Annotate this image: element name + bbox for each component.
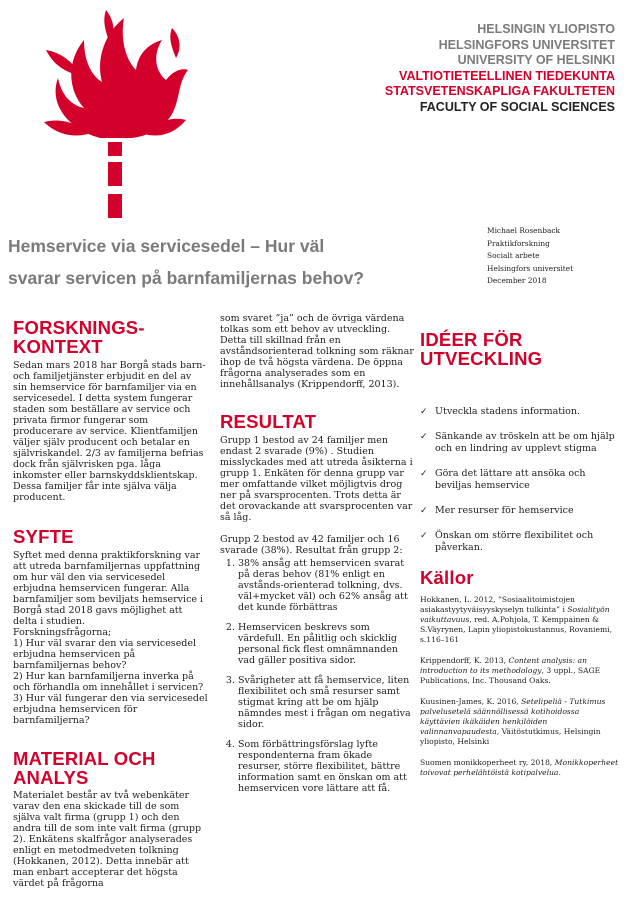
author-subject: Socialt arbete	[487, 251, 540, 261]
heading-syfte: SYFTE	[13, 526, 74, 547]
ideas-list	[420, 406, 620, 554]
column-left	[13, 318, 208, 889]
check-icon: ✓	[420, 506, 428, 516]
paragraph-context: Sedan mars 2018 har Borgå stads barn- och familjetjänster erbjudit en del av sin hemservice för barnfamiljer via en servicesedel. I detta system fungerar staden som beställare av service och privata firmor fungerar som producerare av service. Klientfamiljen väljer själv producent och betalar en självriskandel. 2/3 av familjerna befrias dock från självrisken pga. låga inkomster eller barnskyddsklientskap. Dessa familjer får inte själva välja producent.	[13, 360, 206, 503]
reference-4-part-2: .	[558, 768, 561, 777]
author-name: Michael Rosenback	[487, 226, 561, 235]
reference-1-part-1: Hokkanen, L. 2012, ”Sosiaalitoimistojen asiakastyytyväisyyskyselyn tulkinta” i	[420, 595, 575, 614]
heading-material-line-1: MATERIAL OCH	[13, 748, 156, 769]
author-research-type: Praktikforskning	[487, 238, 550, 248]
result-item-4: 4. Som förbättringsförslag lyfte respondenterna fram ökade resurser, större flexibilitet, bättre information samt en önskan om att hemservicen vore lättare att få.	[238, 739, 415, 794]
check-icon: ✓	[420, 531, 428, 541]
university-name-en: UNIVERSITY OF HELSINKI	[457, 53, 615, 67]
reference-3-title: Setelipeliä - Tutkimus palvelusetelä säännöllisessä kotihoidossa käyttävien ikäkäiden henkilöiden valinnanvapaudesta	[420, 697, 606, 736]
heading-ideer-line-2: UTVECKLING	[420, 348, 543, 369]
heading-material-och-analys	[13, 749, 208, 787]
idea-item-5-text: Önskan om större flexibilitet och påverkan.	[435, 530, 594, 553]
heading-resultat: RESULTAT	[220, 411, 317, 432]
paragraph-analysis-continued: som svaret ”ja” och de övriga värdena tolkas som ett behov av utveckling. Detta till skillnad från en avståndsorienterad tolkning som räknar ihop de två högsta värdena. De öppna frågorna analyserades som en innehållsanalys (Krippendorff, 2013).	[220, 313, 414, 390]
reference-2	[420, 656, 620, 686]
heading-ideer-for-utveckling	[420, 330, 620, 368]
heading-forskningskontext	[13, 318, 208, 356]
poster-title-line-1: Hemservice via servicesedel – Hur väl	[8, 236, 325, 256]
heading-ideer-line-1: IDÉER FÖR	[420, 329, 523, 350]
reference-4-title: Monikkoperheet toivovat perhelähtöistä kotipalvelua	[420, 758, 619, 777]
university-header	[385, 22, 615, 115]
idea-item-1	[420, 406, 620, 418]
reference-1-part-2: , red. A.Pohjola, T. Kemppainen & S.Väyrynen, Lapin yliopistokustannus, Rovaniemi, s.116–161	[420, 615, 612, 644]
column-middle	[220, 313, 415, 803]
poster-title-line-2: svarar servicen på barnfamiljernas behov?	[8, 268, 364, 288]
results-list	[220, 558, 415, 794]
check-icon: ✓	[420, 469, 428, 479]
author-university: Helsingfors universitet	[487, 263, 574, 273]
research-question-1: 1) Hur väl svarar den via servicesedel erbjudna hemservicen på barnfamiljernas behov?	[13, 638, 197, 671]
check-icon: ✓	[420, 407, 428, 417]
reference-2-title: Content analysis: an introduction to its methodology	[420, 656, 587, 675]
result-item-1: 1. 38% ansåg att hemservicen svarat på deras behov (81% enligt en avstånds-orienterad tolkning, dvs. väl+mycket väl) och 62% ansåg att det kunde förbättras	[238, 558, 415, 613]
faculty-name-en: FACULTY OF SOCIAL SCIENCES	[419, 99, 615, 114]
university-name-fi: HELSINGIN YLIOPISTO	[477, 22, 615, 36]
reference-3	[420, 697, 620, 747]
paragraph-group-1: Grupp 1 bestod av 24 familjer men endast 2 svarade (9%) . Studien misslyckades med att utreda åsikterna i grupp 1. Enkäten för denna grupp var mer omfattande vilket möjligtvis drog ner på svarsprocenten. Trots detta är det orovackande att svarsprocenten var så låg.	[220, 435, 413, 523]
idea-item-4	[420, 505, 620, 517]
idea-item-4-text: Mer resurser för hemservice	[435, 505, 574, 516]
idea-item-3-text: Göra det lättare att ansöka och beviljas hemservice	[435, 468, 586, 491]
reference-3-part-1: Kuusinen-James, K. 2016,	[420, 697, 522, 706]
heading-material-line-2: ANALYS	[13, 767, 89, 788]
reference-4-part-1: Suomen monikkoperheet ry, 2018,	[420, 758, 555, 767]
paragraph-group-2: Grupp 2 bestod av 42 familjer och 16 svarade (38%). Resultat från grupp 2:	[220, 534, 403, 556]
reference-2-part-2: , 3 uppl., SAGE Publications, Inc. Thousand Oaks.	[420, 666, 601, 685]
poster-title	[8, 230, 478, 294]
reference-1-title: Sosialityön vaikuttavuus	[420, 605, 610, 624]
research-questions-label: Forskningsfrågorna;	[13, 627, 112, 638]
check-icon: ✓	[420, 432, 428, 442]
heading-kallor: Källor	[420, 567, 474, 588]
reference-2-part-1: Krippendorff, K. 2013,	[420, 656, 509, 665]
heading-forskningskontext-line-1: FORSKNINGS-	[13, 317, 145, 338]
result-item-2: 2. Hemservicen beskrevs som värdefull. En pålitlig och skicklig personal fick flest omnämnanden vad gäller positiva sidor.	[238, 622, 415, 666]
idea-item-5	[420, 530, 620, 554]
references-list	[420, 595, 620, 778]
idea-item-3	[420, 468, 620, 492]
research-question-3: 3) Hur väl fungerar den via servicesedel erbjudna hemservicen för barnfamiljerna?	[13, 693, 208, 726]
reference-1	[420, 595, 620, 645]
column-right	[420, 330, 620, 789]
idea-item-2	[420, 431, 620, 455]
author-info	[487, 225, 573, 288]
research-question-2: 2) Hur kan barnfamiljerna inverka på och förhandla om innehållet i servicen?	[13, 671, 204, 693]
reference-3-part-2: , Väitöstutkimus, Helsingin yliopisto, Helsinki	[420, 727, 601, 746]
author-date: December 2018	[487, 276, 547, 286]
university-flame-logo	[40, 10, 190, 220]
idea-item-2-text: Sänkande av tröskeln att be om hjälp och en lindring av upplevt stigma	[435, 431, 615, 454]
faculty-name-fi: VALTIOTIETEELLINEN TIEDEKUNTA	[399, 68, 615, 83]
idea-item-1-text: Utveckla stadens information.	[435, 406, 581, 417]
reference-4	[420, 758, 620, 778]
university-name-sv: HELSINGFORS UNIVERSITET	[438, 37, 615, 52]
result-item-3: 3. Svårigheter att få hemservice, liten flexibilitet och små resurser samt stigmat kring att be om hjälp nämndes mest i frågan om negativa sidor.	[238, 675, 415, 730]
paragraph-syfte: Syftet med denna praktikforskning var att utreda barnfamiljernas uppfattning om hur väl den via servicesedel erbjudna hemservicen fungerar. Alla barnfamiljer som beviljats hemservice i Borgå stad 2018 gavs möjlighet att delta i studien.	[13, 550, 204, 627]
faculty-name-sv: STATSVETENSKAPLIGA FAKULTETEN	[384, 84, 615, 98]
paragraph-material: Materialet består av två webenkäter varav den ena skickade till de som själva valt firma (grupp 1) och den andra till de som inte valt firma (grupp 2). Enkätens skalfrågor analyserades enligt en metodmedveten tolkning (Hokkanen, 2012). Detta innebär att man enbart accepterar det högsta värdet på frågorna	[13, 790, 202, 889]
heading-forskningskontext-line-2: KONTEXT	[13, 336, 103, 357]
